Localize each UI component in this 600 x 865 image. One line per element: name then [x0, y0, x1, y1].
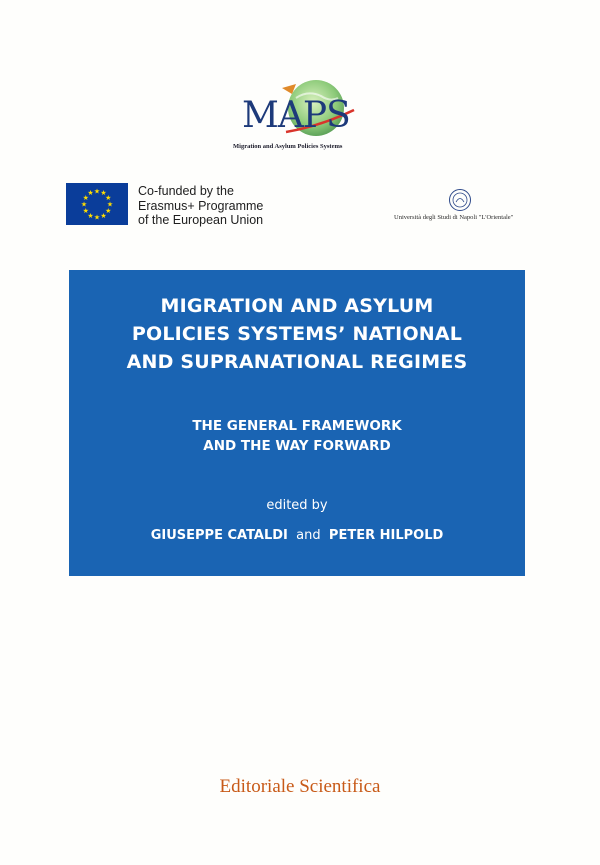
university-seal-icon: [448, 188, 472, 212]
logo-subtitle: Migration and Asylum Policies Systems: [233, 143, 343, 150]
eu-star-icon: ★: [105, 195, 112, 202]
eu-star-icon: ★: [105, 208, 112, 215]
eu-line-1: Co-funded by the: [138, 184, 234, 198]
editor-2: PETER HILPOLD: [328, 528, 444, 543]
eu-star-icon: ★: [80, 201, 88, 209]
eu-star-icon: ★: [82, 208, 89, 215]
eu-star-icon: ★: [82, 195, 89, 202]
eu-cofunding-text: [138, 184, 263, 228]
book-title: [69, 292, 525, 376]
subtitle-line-1: THE GENERAL FRAMEWORK: [192, 418, 402, 434]
editors: [69, 528, 525, 543]
eu-line-2: Erasmus+ Programme: [138, 198, 264, 213]
eu-star-icon: ★: [87, 190, 94, 198]
edited-by-label: edited by: [266, 498, 328, 513]
eu-star-icon: ★: [100, 190, 107, 198]
book-subtitle: [69, 416, 525, 456]
eu-line-3: of the European Union: [138, 213, 264, 227]
title-line-2: POLICIES SYSTEMS’ NATIONAL: [131, 323, 463, 345]
title-line-3: AND SUPRANATIONAL REGIMES: [126, 351, 468, 373]
editor-1: GIUSEPPE CATALDI: [150, 528, 288, 543]
university-name: Università degli Studi di Napoli "L'Orientale": [394, 214, 514, 221]
maps-logo: [226, 80, 386, 150]
eu-stars-icon: [66, 183, 128, 225]
eu-flag-icon: [66, 183, 128, 225]
logo-wordmark: MAPS: [242, 95, 350, 136]
title-line-1: MIGRATION AND ASYLUM: [160, 295, 434, 317]
editors-conjunction: and: [292, 528, 325, 543]
eu-star-icon: ★: [87, 212, 94, 220]
eu-star-icon: ★: [106, 201, 114, 209]
title-panel: [69, 270, 525, 576]
eu-star-icon: ★: [93, 188, 101, 196]
eu-star-icon: ★: [93, 214, 101, 222]
publisher-name: Editoriale Scientifica: [219, 776, 381, 797]
eu-star-icon: ★: [100, 212, 107, 220]
subtitle-line-2: AND THE WAY FORWARD: [203, 438, 391, 454]
